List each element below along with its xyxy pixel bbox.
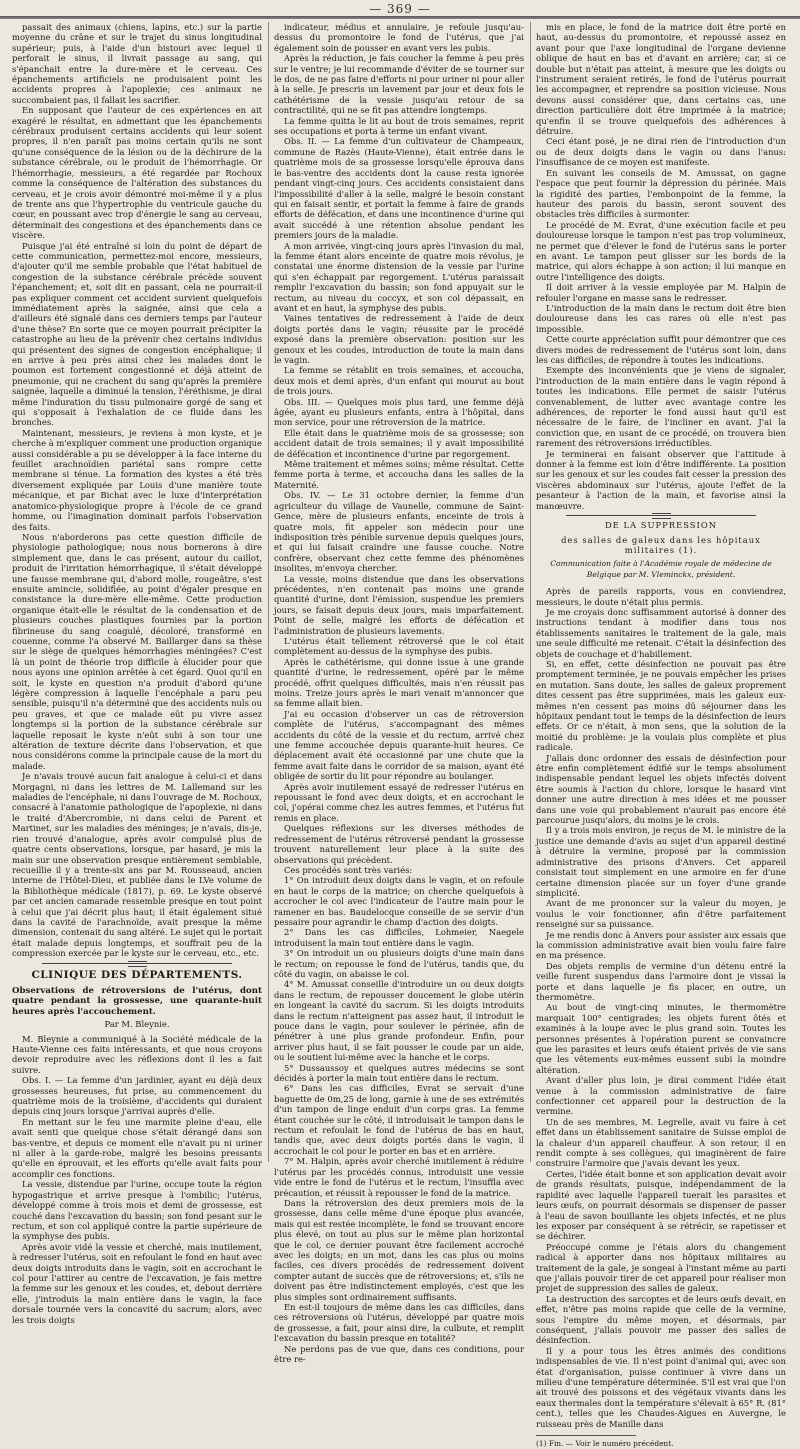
paragraph: 3° On introduit un ou plusieurs doigts d'une main dans le rectum; on repousse le fond de l'utérus, tandis que, du côté du vagin, on abaisse le col. bbox=[274, 948, 524, 979]
footnote: (1) Fin. — Voir le numéro précédent. bbox=[536, 1439, 674, 1449]
paragraph: Avant de me prononcer sur la valeur du moyen, je voulus le voir fonctionner, afin d'être parfaitement renseigné sur sa puissance. bbox=[536, 898, 786, 930]
paragraph: Dans la rétroversion des deux premiers mois de la grossesse, dans celle même d'une époque plus avancée, mais qui est restée incomplète, le fond se trouvant encore plus élevé, on tout au plus sur le même plan horizontal que le col, ce dernier pouvant être facilement accroché avec les doigts; en un mot, dans les cas plus ou moins faciles, ces divers procédés de redressement doivent compter autant de succès que de rétroversions; et, s'ils ne doivent pas être indistinctement employés, c'est que les plus simples sont ordinairement suffisants. bbox=[274, 1197, 524, 1302]
paragraph: Elle était dans le quatrième mois de sa grossesse; son accident datait de trois semaines; il y avait impossibilité de défécation et incontinence d'urine par regorgement. bbox=[274, 427, 524, 459]
paragraph: En est-il toujours de même dans les cas difficiles, dans ces rétroversions où l'utérus, développé par quatre mois de grossesse, a fait, pour ainsi dire, la culbute, et remplit l'excavation du bassin presque en totalité? bbox=[274, 1301, 524, 1344]
paragraph: Un de ses membres, M. Legrelle, avait vu faire à cet effet dans un établissement sanitaire de Suisse emploi de la chaleur d'un appareil chauffeur. À son retour, il en rendit compte à ses collègues, qui imaginèrent de faire construire l'armoire que j'avais devant les yeux. bbox=[536, 1116, 786, 1169]
paragraph: Ne perdons pas de vue que, dans ces conditions, pour être re- bbox=[274, 1343, 524, 1364]
paragraph: L'introduction de la main dans le rectum doit être bien douloureuse dans les cas rares où elle n'est pas impossible. bbox=[536, 302, 786, 334]
paragraph: 4° M. Amussat conseille d'introduire un ou deux doigts dans le rectum, de repousser doucement le globe utérin en longeant la cavité du sacrum. Si les doigts introduits dans le rectum n'atteignent pas assez haut, il introduit le pouce dans le vagin, pour soulever le périnée, afin de pénétrer à une plus grande profondeur. Enfin, pour arriver plus haut, il se fait pousser le coude par un aide, ou le soutient lui-même avec la hanche et le corps. bbox=[274, 979, 524, 1063]
paragraph: Il doit arriver à la vessie employée par M. Halpin de refouler l'organe en masse sans le redresser. bbox=[536, 282, 786, 303]
paragraph: Après avoir inutilement essayé de redresser l'utérus en repoussant le fond avec deux doigts, et en accrochant le col, j'opérai comme chez les autres femmes, et l'utérus fut remis en place. bbox=[274, 781, 524, 823]
paragraph: 1° On introduit deux doigts dans le vagin, et on refoule en haut le corps de la matrice; on cherche quelquefois à accrocher le col avec l'indicateur de l'autre main pour le ramener en bas. Baudelocque conseille de se servir d'un pessaire pour agrandir le champ d'action des doigts. bbox=[274, 875, 524, 927]
section-separator bbox=[566, 515, 756, 516]
paragraph: Même traitement et mêmes soins; même résultat. Cette femme porta à terme, et accoucha dans les salles de la Maternité. bbox=[274, 459, 524, 490]
paragraph: Il y a pour tous les êtres animés des conditions indispensables de vie. Il n'est point d'animal qui, avec son état d'organisation, puisse continuer à vivre dans un milieu d'une température déterminée. S'il est vrai que l'on ait trouvé des poissons et des végétaux vivants dans les eaux thermales dont la température s'élevait à 65° R. (81° cent.), telles que les Chaudes-Aigues en Auvergne, le ruisseau près de Manille dans bbox=[536, 1345, 786, 1429]
subsection-subtitle: des salles de galeux dans les hôpitaux militaires (1). bbox=[561, 534, 761, 555]
paragraph: indicateur, médius et annulaire, je refoule jusqu'au-dessus du promontoire le fond de l'utérus, que j'ai également soin de pousser en avant vers les pubis. bbox=[274, 22, 524, 53]
paragraph: Je terminerai en faisant observer que l'attitude à donner à la femme est loin d'être indifférente. La position sur les genoux et sur les coudes fait cesser la pression des viscères abdominaux sur l'utérus, ajoute l'effet de la pesanteur à l'action de la main, et favorise ainsi la manœuvre. bbox=[536, 448, 786, 511]
header-rule bbox=[0, 16, 800, 19]
article-author: Par M. Bleynie. bbox=[104, 1019, 170, 1030]
paragraph: Puisque j'ai été entraîné si loin du point de départ de cette communication, permettez-moi encore, messieurs, d'ajouter qu'il me semble probable que l'état habituel de congestion de la substance cérébrale précède souvent l'épanchement; et, soit dit en passant, cela ne pourrait-il pas expliquer comment cet accident survient quelquefois immédiatement après la saignée, ainsi que cela a d'ailleurs été signalé dans ces derniers temps par l'auteur d'une thèse? En sorte que ce moyen pourrait précipiter la catastrophe au lieu de la prévenir chez certains individus qui présentent des signes de congestion encéphalique; il en arrive à peu près ainsi chez les malades dont le poumon est fortement congestionné et déjà atteint de pneumonie, qui ne crachent du sang qu'après la première saignée, laquelle a diminué la tension, l'éréthisme, je dirai même l'induration du tissu pulmonaire gorgé de sang et qui s'opposait à l'exhalation de ce fluide dans les bronches. bbox=[12, 240, 262, 428]
paragraph: La vessie, distendue par l'urine, occupe toute la région hypogastrique et arrive presque à l'ombilic; l'utérus, développé comme à trois mois et demi de grossesse, est couché dans l'excavation du bassin; son fond pesant sur le rectum, et son col appliqué contre la partie supérieure de la symphyse des pubis. bbox=[12, 1179, 262, 1242]
paragraph: La femme se rétablit en trois semaines, et accoucha, deux mois et demi après, d'un enfant qui mourut au bout de trois jours. bbox=[274, 365, 524, 397]
paragraph: Nous n'aborderons pas cette question difficile de physiologie pathologique; nous nous bornerons à dire simplement que, dans le cas présent, autour du caillot, produit de l'irritation hémorrhagique, il s'était développé une fausse membrane qui, d'abord molle, rougeâtre, s'est ensuite amincie, solidifiée, au point d'égaler presque en consistance la dure-mère elle-même. Cette production organique était-elle le résultat de la condensation et de plusieurs couches plastiques fournies par la portion fibrineuse du sang coagulé, décoloré, transformé en couenne, comme l'a observé M. Baillarger dans sa thèse sur le siège de quelques hémorrhagies méningées? C'est là un point de théorie trop difficile à élucider pour que nous ayons une opinion arrêtée à cet égard. Quoi qu'il en soit, le kyste en question n'a produit d'abord qu'une légère compression à laquelle l'encéphale a paru peu sensible, puisqu'il n'a déterminé que des accidents nuls ou peu graves, et que ce malade eût pu vivre assez longtemps si la portion de la substance cérébrale sur laquelle reposait le kyste n'eût subi à son tour une altération de texture décrite dans l'observation, et que nous considérons comme la principale cause de la mort du malade. bbox=[12, 531, 262, 771]
paragraph: Avant d'aller plus loin, je dirai comment l'idée était venue à la commission administrative de faire confectionner cet appareil pour la destruction de la vermine. bbox=[536, 1075, 786, 1117]
subsection-title: DE LA SUPPRESSION bbox=[604, 520, 718, 531]
paragraph: Préoccupé comme je l'étais alors du changement radical à apporter dans nos hôpitaux militaires au traitement de la gale, je songeai à l'instant même au parti que j'allais pouvoir tirer de cet appareil pour réaliser mon projet de suppression des salles de galeux. bbox=[536, 1241, 786, 1294]
column-divider bbox=[530, 22, 531, 1162]
paragraph: Après le cathétérisme, qui donne issue à une grande quantité d'urine, le redressement, opéré par le même procédé, offrit quelques difficultés, mais n'en réussit pas moins. Treize jours après le mari venait m'annoncer que sa femme allait bien. bbox=[274, 656, 524, 709]
column-3-text bbox=[536, 22, 786, 511]
column-1-text bbox=[12, 22, 262, 959]
paragraph: Je n'avais trouvé aucun fait analogue à celui-ci et dans Morgagni, ni dans les lettres de M. Lallemand sur les maladies de l'encéphale, ni dans l'ouvrage de M. Rochoux, consacré à l'anatomie pathologique de l'apoplexie, ni dans le traité d'Abercrombie, ni dans celui de Parent et Martinet, sur les maladies des méninges; je n'avais, dis-je, rien trouvé d'analogue, après avoir compulsé plus de quatre cents observations, lorsque, par hasard, je mis la main sur une observation presque entièrement semblable, recueillie il y a trente-six ans par M. Rousseaud, ancien interne de l'Hôtel-Dieu, et publiée dans le LVe volume de la Bibliothèque médicale (1817), p. 69. Le kyste observé par cet ancien camarade ressemble presque en tout point à celui que j'ai décrit plus haut; il était également situé dans la cavité de l'arachnoïde, avait presque la même dimension, contenait du sang altéré. Le sujet qui le portait était malade depuis longtemps, et souffrait peu de la compression exercée par le kyste sur le cerveau, etc., etc. bbox=[12, 771, 262, 959]
column-divider bbox=[268, 22, 269, 1162]
column-3 bbox=[536, 22, 786, 1449]
article-title: Observations de rétroversions de l'utérus, dont quatre pendant la grossesse, une quarante-huit heures après l'accouchement. bbox=[12, 985, 262, 1017]
column-1-article-text bbox=[12, 1034, 262, 1325]
footnote-rule bbox=[536, 1435, 636, 1436]
column-3-article-text bbox=[536, 586, 786, 1429]
paragraph: J'allais donc ordonner des essais de désinfection pour être enfin complètement édifié sur le temps absolument indispensable pendant lequel les objets infectés doivent être soumis à l'action du chlore, lorsque le hasard vint donner une autre direction à mes idées et me pousser dans une voie qui probablement n'aurait pas encore été parcourue jusqu'alors, du moins je le crois. bbox=[536, 752, 786, 826]
paragraph: Maintenant, messieurs, je reviens à mon kyste, et je cherche à m'expliquer comment une production organique aussi considérable a pu se développer à la face interne du feuillet arachnoïdien pariétal sans rompre cette membrane si ténue. La formation des kystes a été très diversement expliquée par Louis d'une manière toute mécanique, et par Bichat avec le luxe d'interprétation anatomico-physiologique propre à l'école de ce grand homme, ou l'imagination dominait parfois l'observation des faits. bbox=[12, 427, 262, 532]
paragraph: En mettant sur le feu une marmite pleine d'eau, elle avait senti que quelque chose s'était dérangé dans son bas-ventre, et depuis ce moment elle n'avait pu ni uriner ni aller à la garde-robe, malgré les besoins pressants qu'elle en éprouvait, et les efforts qu'elle avait faits pour accomplir ces fonctions. bbox=[12, 1116, 262, 1179]
paragraph: En suivant les conseils de M. Amussat, on gagne l'espace que peut fournir la dépression du périnée. Mais la rigidité des parties, l'embonpoint de la femme, la hauteur des parois du bassin, seront souvent des obstacles très difficiles à surmonter. bbox=[536, 167, 786, 220]
paragraph: Je me croyais donc suffisamment autorisé à donner des instructions tendant à modifier dans tous nos établissements sanitaires le traitement de la gale, mais une seule difficulté me retenait. C'était la désinfection des objets de couchage et d'habillement. bbox=[536, 606, 786, 659]
paragraph: Après de pareils rapports, vous en conviendrez, messieurs, le doute n'était plus permis. bbox=[536, 586, 786, 607]
paragraph: 5° Dussaussoy et quelques autres médecins se sont décidés à porter la main tout entière dans le rectum. bbox=[274, 1062, 524, 1084]
paragraph: Ces procédés sont très variés: bbox=[284, 864, 413, 875]
paragraph: Obs. I. — La femme d'un jardinier, ayant eu déjà deux grossesses heureuses, fut prise, au commencement du quatrième mois de la troisième, d'accidents qui duraient depuis cinq jours lorsque j'arrivai auprès d'elle. bbox=[12, 1075, 262, 1117]
paragraph: Obs. II. — La femme d'un cultivateur de Champeaux, commune de Razès (Haute-Vienne), était entrée dans le quatrième mois de sa grossesse lorsqu'elle éprouva dans le bas-ventre des accidents dont la cause resta ignorée pendant vingt-cinq jours. Ces accidents consistaient dans l'impossibilité d'aller à la selle, malgré le besoin constant qui en faisait sentir, et portait la femme à faire de grands efforts de défécation, et dans une incontinence d'urine qui avait succédé à une rétention absolue pendant les premiers jours de la maladie. bbox=[274, 136, 524, 241]
paragraph: Ceci étant posé, je ne dirai rien de l'introduction d'un ou de deux doigts dans le vagin ou dans l'anus: l'insuffisance de ce moyen est manifeste. bbox=[536, 136, 786, 168]
page-number: — 369 — bbox=[369, 2, 431, 16]
paragraph: passait des animaux (chiens, lapins, etc.) sur la partie moyenne du crâne et sur le trajet du sinus longitudinal supérieur; puis, à l'aide d'un bistouri avec lequel il perforait le sinus, il livrait passage au sang, qui s'épanchait entre la dure-mère et le cerveau. Ces épanchements artificiels ne produisaient point les accidents propres à l'apoplexie; ces animaux ne succombaient pas, il fallait les sacrifier. bbox=[12, 22, 262, 105]
paragraph: 2° Dans les cas difficiles, Lohmeier, Naegele introduisent la main tout entière dans le vagin. bbox=[274, 927, 524, 948]
paragraph: Vaines tentatives de redressement à l'aide de deux doigts portés dans le vagin; réussite par le procédé exposé dans la première observation: position sur les genoux et les coudes, introduction de toute la main dans le vagin. bbox=[274, 313, 524, 365]
paragraph: En supposant que l'auteur de ces expériences en ait exagéré le résultat, en admettant que les épanchements cérébraux produisent certains accidents qui leur soient propres, il n'en paraît pas moins certain qu'ils ne sont qu'une conséquence de la lésion ou de la déchirure de la substance cérébrale, ou le produit de l'hémorrhagie. Or l'hémorrhagie, messieurs, a été regardée par Rochoux comme la conséquence de l'altération des substances du cerveau, et je crois avoir démontré moi-même il y a plus de trente ans que l'hypertrophie du ventricule gauche du cœur, en poussant avec trop d'énergie le sang au cerveau, déterminait des congestions et des épanchements dans ce viscère. bbox=[12, 105, 262, 241]
paragraph: Au bout de vingt-cinq minutes, le thermomètre marquait 100° centigrades; les objets furent ôtés et examinés à la loupe avec le plus grand soin. Toutes les personnes présentes à l'opération purent se convaincre que les parasites et leurs œufs étaient privés de vie sans que les vêtements eux-mêmes eussent subi la moindre altération. bbox=[536, 1002, 786, 1075]
paragraph: mis en place, le fond de la matrice doit être porté en haut, au-dessus du promontoire, et repoussé assez en avant pour que l'axe longitudinal de l'organe devienne oblique de haut en bas et d'avant en arrière; car, si ce double but n'était pas atteint, à mesure que les doigts ou l'instrument seraient retirés, le fond de l'utérus pourrait les accompagner, et reprendre sa position vicieuse. Nous devons aussi considérer que, dans certains cas, une direction particulière doit être imprimée à la matrice; qu'enfin il se trouve quelquefois des adhérences à détruire. bbox=[536, 22, 786, 137]
paragraph: 7° M. Halpin, après avoir cherché inutilement à réduire l'utérus par les procédés connus, introduisit une vessie vide entre le fond de l'utérus et le rectum, l'insuffla avec précaution, et réussit à repousser le fond de la matrice. bbox=[274, 1156, 524, 1198]
paragraph: Si, en effet, cette désinfection ne pouvait pas être promptement terminée, je ne pouvais empêcher les prises en mutation. Sans doute, les salles de galeux proprement dites cessent pas être supprimées, mais les galeux eux-mêmes n'en cessent pas moins dû séjourner dans les hôpitaux pendant tout le temps de la désinfection de leurs effets. Or ce n'était, à mon sens, que la solution de la moitié du problème: je la voulais plus complète et plus radicale. bbox=[536, 658, 786, 753]
paragraph: Des objets remplis de vermine d'un détenu entré la veille furent suspendus dans l'armoire dont je vissai la porte et dans laquelle je fis placer, en outre, un thermomètre. bbox=[536, 960, 786, 1002]
paragraph: Il y a trois mois environ, je reçus de M. le ministre de la justice une demande d'avis au sujet d'un appareil destiné à détruire la vermine, proposé par la commission administrative des prisons d'Anvers. Cet appareil consistait tout simplement en une armoire en fer d'une certaine dimension placée sur un foyer d'une grande simplicité. bbox=[536, 825, 786, 898]
paragraph: A mon arrivée, vingt-cinq jours après l'invasion du mal, la femme étant alors enceinte de quatre mois révolus, je constatai une énorme distension de la vessie par l'urine qui s'en échappait par regorgement. L'utérus paraissait remplir l'excavation du bassin; son fond appuyait sur le rectum, au niveau du coccyx, et son col dépassait, en avant et en haut, la symphyse des pubis. bbox=[274, 240, 524, 313]
section-separator bbox=[42, 963, 232, 964]
paragraph: Je me rendis donc à Anvers pour assister aux essais que la commission administrative avait bien voulu faire faire en ma présence. bbox=[536, 929, 786, 961]
subsection-note: Communication faite à l'Académie royale de médecine de Belgique par M. Vleminckx, président. bbox=[550, 559, 772, 579]
paragraph: M. Bleynie a communiqué à la Société médicale de la Haute-Vienne ces faits intéressants, et que nous croyons devoir reproduire avec les réflexions dont il les a fait suivre. bbox=[12, 1033, 262, 1075]
paragraph: L'utérus était tellement rétroversé que le col était complètement au-dessus de la symphyse des pubis. bbox=[274, 635, 524, 657]
paragraph: La femme quitta le lit au bout de trois semaines, reprit ses occupations et porta à terme un enfant vivant. bbox=[274, 115, 524, 137]
section-title: CLINIQUE DES DÉPARTEMENTS. bbox=[31, 968, 243, 981]
paragraph: La vessie, moins distendue que dans les observations précédentes, n'en contenait pas moins une grande quantité d'urine, dont l'émission, suspendue les premiers jours, se faisait depuis deux jours, mais imparfaitement. Point de selle, malgré les efforts de défécation et l'administration de plusieurs lavements. bbox=[274, 573, 524, 636]
paragraph: La destruction des sarcoptes et de leurs œufs devait, en effet, n'être pas moins rapide que celle de la vermine, sous l'empire du même moyen, et désormais, par conséquent, j'allais pouvoir me passer des salles de désinfection. bbox=[536, 1293, 786, 1346]
column-1 bbox=[12, 22, 262, 1325]
paragraph: Certes, l'idée était bonne et son application devait avoir de grands résultats, puisque, indépendamment de la rapidité avec laquelle l'appareil tuerait les parasites et leurs œufs, on pourrait désormais se dispenser de passer à l'eau de savon bouillante les objets infectés, et ne plus les exposer par conséquent à se rétrécir, se rapetisser et se déchirer. bbox=[536, 1168, 786, 1242]
paragraph: Quelques réflexions sur les diverses méthodes de redressement de l'utérus rétroversé pendant la grossesse trouvent naturellement leur place à la suite des observations qui précèdent. bbox=[274, 823, 524, 865]
column-2 bbox=[274, 22, 524, 1364]
paragraph: 6° Dans les cas difficiles, Evrat se servait d'une baguette de 0m,25 de long, garnie à une de ses extrémités d'un tampon de linge enduit d'un corps gras. La femme étant couchée sur le côté, il introduisait le tampon dans le rectum et refoulait le fond de l'utérus de bas en haut, tandis que, avec deux doigts portés dans le vagin, il accrochait le col pour le porter en bas et en arrière. bbox=[274, 1083, 524, 1156]
paragraph: Après avoir vidé la vessie et cherché, mais inutilement, à redresser l'utérus, soit en refoulant le fond en haut avec deux doigts introduits dans le vagin, soit en accrochant le col pour l'attirer au centre de l'excavation, je fais mettre la femme sur les genoux et les coudes, et, debout derrière elle, j'introduis la main entière dans le vagin, la face dorsale tournée vers la concavité du sacrum; alors, avec les trois doigts bbox=[12, 1241, 262, 1325]
paragraph: Après la réduction, je fais coucher la femme à peu près sur le ventre; je lui recommande d'éviter de se tourner sur le dos, de ne pas faire d'efforts ni pour uriner ni pour aller à la selle. Je prescris un lavement par jour et deux fois le cathétérisme de la vessie jusqu'au retour de sa contractilité, qui ne se fit pas attendre longtemps. bbox=[274, 53, 524, 116]
paragraph: Obs. III. — Quelques mois plus tard, une femme déjà âgée, ayant eu plusieurs enfants, entra à l'hôpital, dans mon service, pour une rétroversion de la matrice. bbox=[274, 396, 524, 428]
paragraph: Le procédé de M. Evrat, d'une exécution facile et peu douloureuse lorsque le tampon n'est pas trop volumineux, ne permet que d'élever le fond de l'utérus sans le porter en avant. Le tampon peut glisser sur les bords de la matrice, qui alors échappe à son action; il lui manque en outre l'intelligence des doigts. bbox=[536, 219, 786, 282]
column-2-text bbox=[274, 22, 524, 1364]
paragraph: Cette courte appréciation suffit pour démontrer que ces divers modes de redressement de l'utérus sont loin, dans les cas difficiles, de répondre à toutes les indications. bbox=[536, 334, 786, 365]
paragraph: Exempte des inconvénients que je viens de signaler, l'introduction de la main entière dans le vagin répond à toutes les indications. Elle permet de saisir l'utérus convenablement, de lutter avec avantage contre les adhérences, de reporter le fond aussi haut qu'il est nécessaire de le faire, de l'incliner en avant. J'ai la conviction que, en usant de ce procédé, on trouvera bien rarement des rétroversions irréductibles. bbox=[536, 365, 786, 449]
paragraph: Obs. IV. — Le 31 octobre dernier, la femme d'un agriculteur du village de Vaunelle, commune de Saint-Gence, mère de plusieurs enfants, enceinte de trois à quatre mois, fit appeler son médecin pour une indisposition très pénible survenue depuis quelques jours, et qui lui faisait craindre une fausse couche. Notre confrère, observant chez cette femme des phénomènes insolites, m'envoya chercher. bbox=[274, 490, 524, 574]
paragraph: J'ai eu occasion d'observer un cas de rétroversion complète de l'utérus, s'accompagnant des mêmes accidents du côté de la vessie et du rectum, arrivé chez une femme accouchée depuis quarante-huit heures. Ce déplacement avait été occasionné par une chute que la femme avait faite dans le corridor de sa maison, ayant été obligée de sortir du lit pour répondre au boulanger. bbox=[274, 708, 524, 782]
